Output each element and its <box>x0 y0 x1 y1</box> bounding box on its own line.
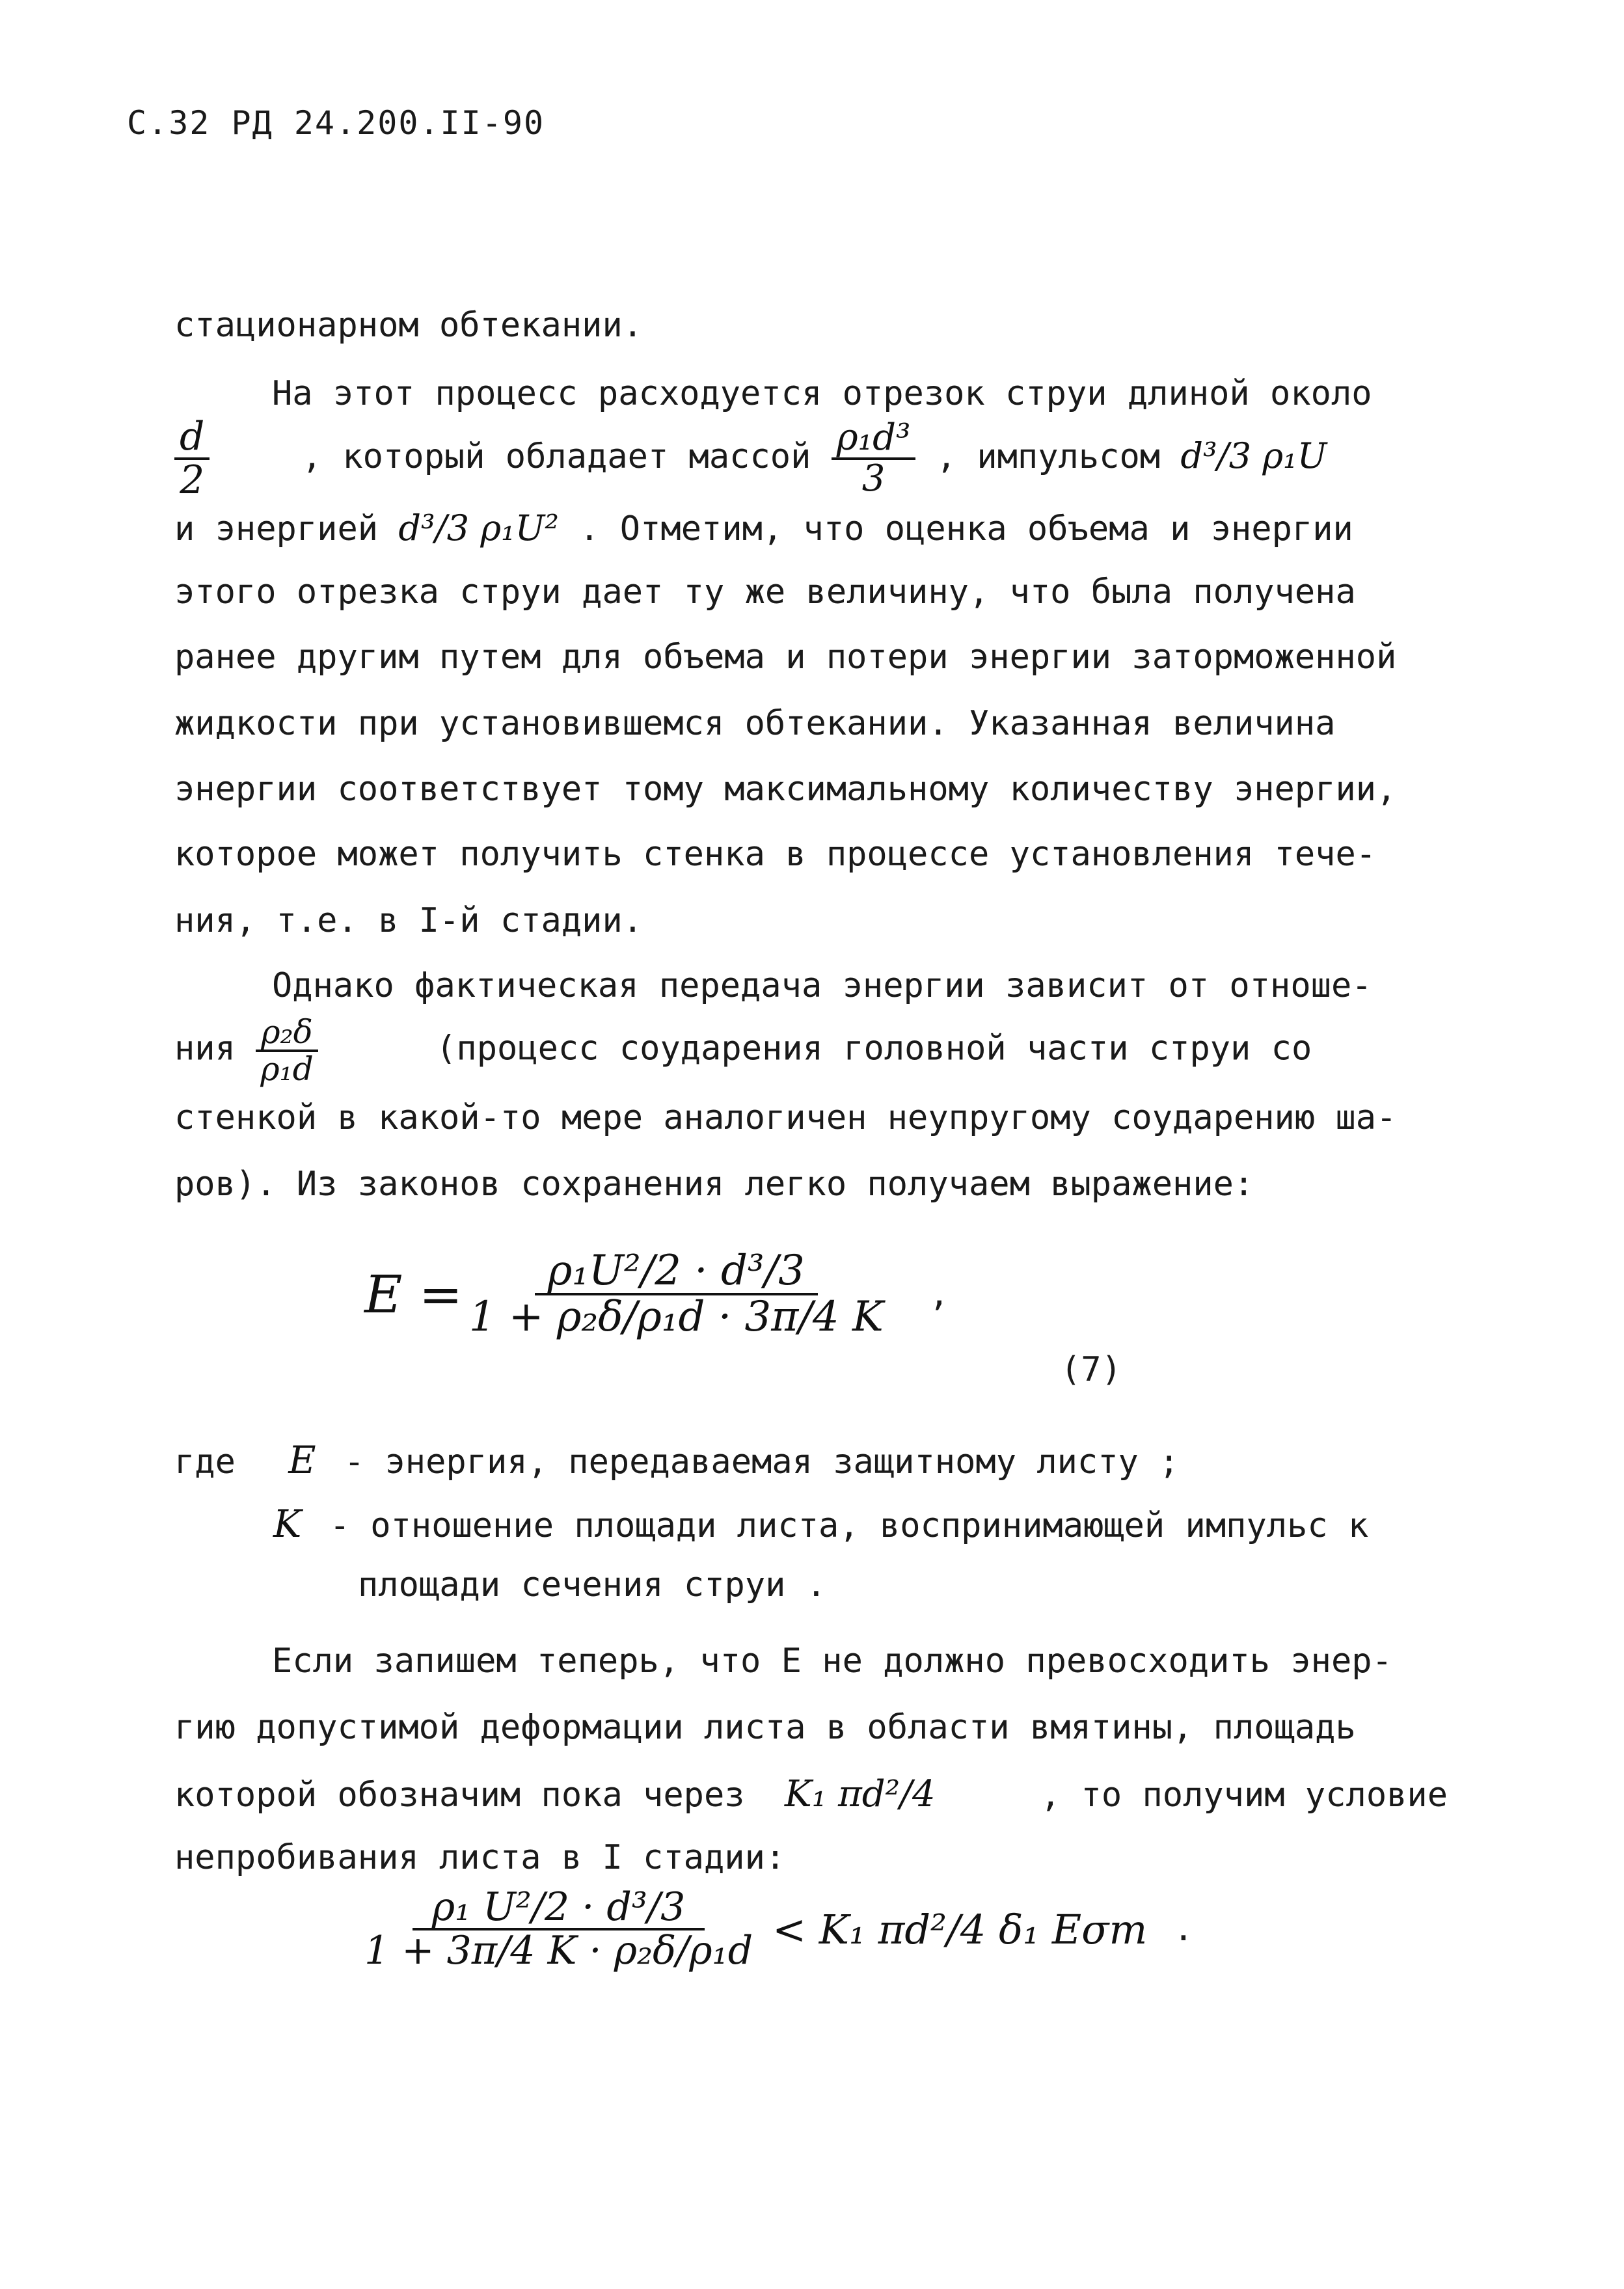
area-formula: K₁ πd²/4 <box>784 1773 936 1815</box>
text-line: Если запишем теперь, что Е не должно превосходить энер- <box>272 1642 1392 1681</box>
text-line: На этот процесс расходуется отрезок струи длиной около <box>272 374 1372 413</box>
impulse-formula: d³/3 ρ₁U <box>1180 435 1327 476</box>
equation-number: (7) <box>1061 1350 1122 1389</box>
text-line: которое может получить стенка в процессе установления тече- <box>174 835 1377 874</box>
definition-k: K - отношение площади листа, воспринимающей импульс к <box>273 1502 1369 1546</box>
text-line: ров). Из законов сохранения легко получаем выражение: <box>174 1165 1254 1204</box>
text-line: стенкой в какой-то мере аналогичен неупругому соударению ша- <box>174 1098 1397 1137</box>
text-line: ния, т.е. в I-й стадии. <box>174 901 643 940</box>
page-header: С.32 РД 24.200.II-90 <box>127 104 545 142</box>
text-line: этого отрезка струи дает ту же величину, что была получена <box>174 573 1356 612</box>
mass-formula: $\frac{\text{ρ₁d³}}{3}$ <box>832 419 916 498</box>
text-line: гию допустимой деформации листа в области вмятины, площадь <box>174 1708 1356 1747</box>
energy-formula: d³/3 ρ₁U² <box>398 508 559 549</box>
definition-e: где E - энергия, передаваемая защитному листу ; <box>174 1438 1180 1482</box>
inequality: $\frac{\text{ρ₁ U²/2 · d³/3}}{\text{1 + 3π/4 K · ρ₂δ/ρ₁d}}$ < K₁ πd²/4 δ₁ Eσт . <box>364 1884 1194 1973</box>
text-line: Однако фактическая передача энергии зависит от отноше- <box>272 966 1372 1005</box>
text-line: которой обозначим пока через K₁ πd²/4 , то получим условие <box>174 1773 1448 1815</box>
fraction-d-over-2: $\frac{d}{2}$ <box>174 416 210 501</box>
text-line: жидкости при установившемся обтекании. Указанная величина <box>174 704 1336 743</box>
text-line: $\frac{d}{2}$ , который обладает массой $\frac{\text{ρ₁d³}}{3}$ , импульсом d³/3 ρ₁U <box>174 416 1327 501</box>
text-line: ранее другим путем для объема и потери энергии заторможенной <box>174 638 1397 677</box>
equation-7: E = $\frac{\text{ρ₁U²/2 · d³/3}}{\text{1 + ρ₂δ/ρ₁d · 3π/4 K}}$ , <box>364 1247 950 1342</box>
text-line: непробивания листа в I стадии: <box>174 1838 786 1877</box>
ratio-fraction: $\frac{\text{ρ₂δ}}{\text{ρ₁d}}$ <box>256 1015 318 1086</box>
text-line: энергии соответствует тому максимальному количеству энергии, <box>174 770 1397 809</box>
text-line: и энергией d³/3 ρ₁U² . Отметим, что оценка объема и энергии <box>174 508 1353 549</box>
text-line: стационарном обтекании. <box>174 306 643 345</box>
text-line: ния $\frac{\text{ρ₂δ}}{\text{ρ₁d}}$ (процесс соударения головной части струи со <box>174 1013 1312 1088</box>
text-line: площади сечения струи . <box>358 1565 827 1605</box>
